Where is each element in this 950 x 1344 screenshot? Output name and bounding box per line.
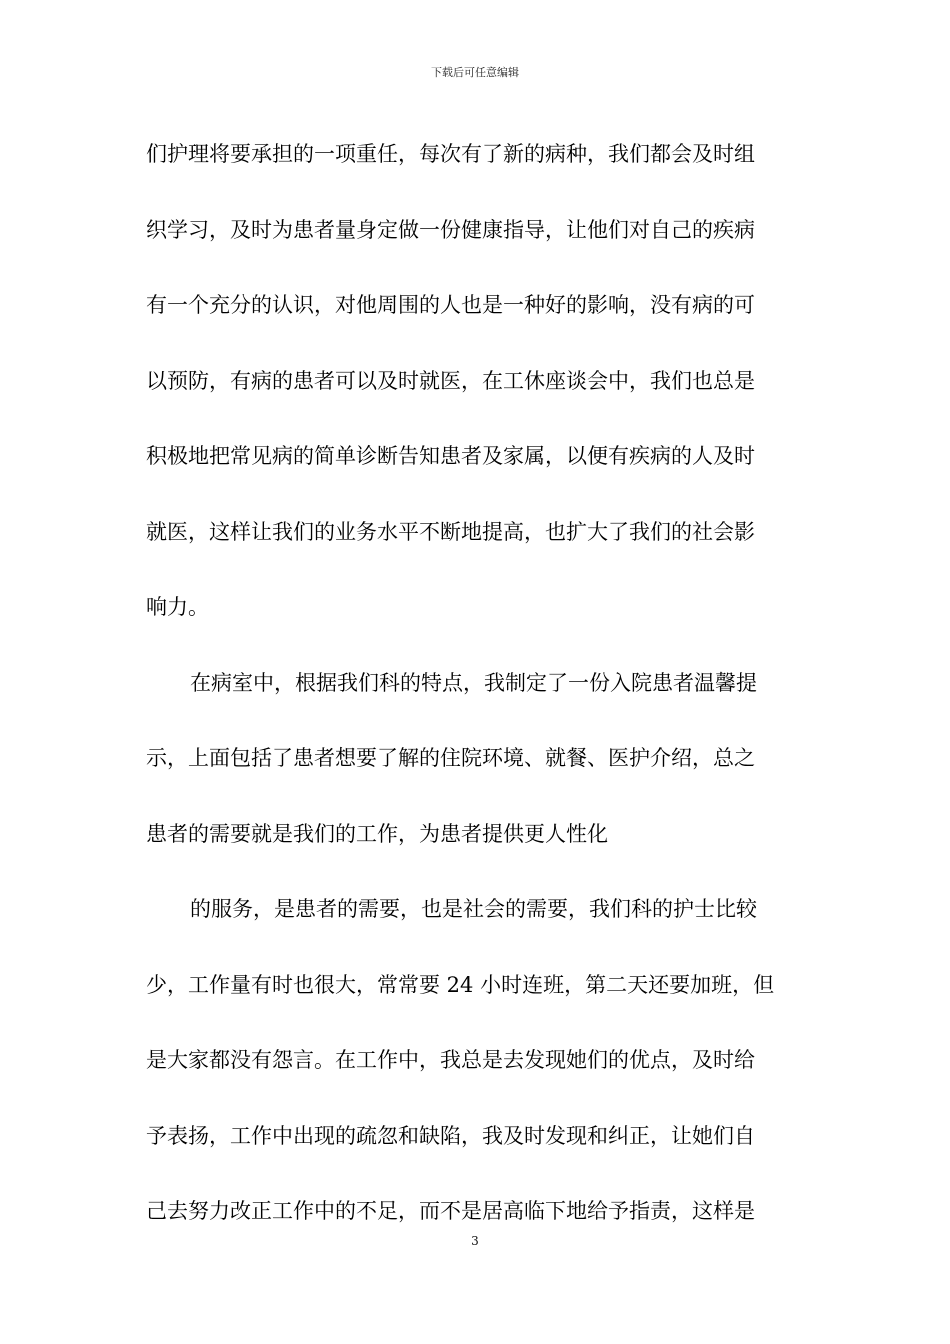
text-line: 有一个充分的认识，对他周围的人也是一种好的影响，没有病的可 bbox=[146, 293, 755, 317]
text-line: 己去努力改正工作中的不足，而不是居高临下地给予指责，这样是 bbox=[146, 1199, 755, 1223]
page-header: 下载后可任意编辑 bbox=[431, 66, 519, 79]
text-line: 患者的需要就是我们的工作，为患者提供更人性化 bbox=[146, 821, 608, 846]
text-line: 响力。 bbox=[146, 595, 209, 619]
text-line: 少，工作量有时也很大，常常要 24 小时连班，第二天还要加班，但 bbox=[146, 972, 775, 997]
text-line: 示，上面包括了患者想要了解的住院环境、就餐、医护介绍，总之 bbox=[146, 746, 755, 770]
text-line: 们护理将要承担的一项重任，每次有了新的病种，我们都会及时组 bbox=[146, 142, 755, 166]
paragraph-start-line: 的服务，是患者的需要，也是社会的需要，我们科的护士比较 bbox=[190, 897, 757, 921]
paragraph-start-line: 在病室中，根据我们科的特点，我制定了一份入院患者温馨提 bbox=[190, 670, 757, 695]
text-line: 织学习，及时为患者量身定做一份健康指导，让他们对自己的疾病 bbox=[146, 217, 755, 242]
text-line: 是大家都没有怨言。在工作中，我总是去发现她们的优点，及时给 bbox=[146, 1048, 755, 1072]
text-line: 以预防，有病的患者可以及时就医，在工休座谈会中，我们也总是 bbox=[146, 368, 755, 393]
page-number: 3 bbox=[471, 1234, 479, 1248]
text-line: 积极地把常见病的简单诊断告知患者及家属，以便有疾病的人及时 bbox=[146, 444, 755, 468]
text-line: 予表扬，工作中出现的疏忽和缺陷，我及时发现和纠正，让她们自 bbox=[146, 1123, 755, 1148]
document-body bbox=[146, 128, 811, 1261]
text-line: 就医，这样让我们的业务水平不断地提高，也扩大了我们的社会影 bbox=[146, 519, 755, 544]
